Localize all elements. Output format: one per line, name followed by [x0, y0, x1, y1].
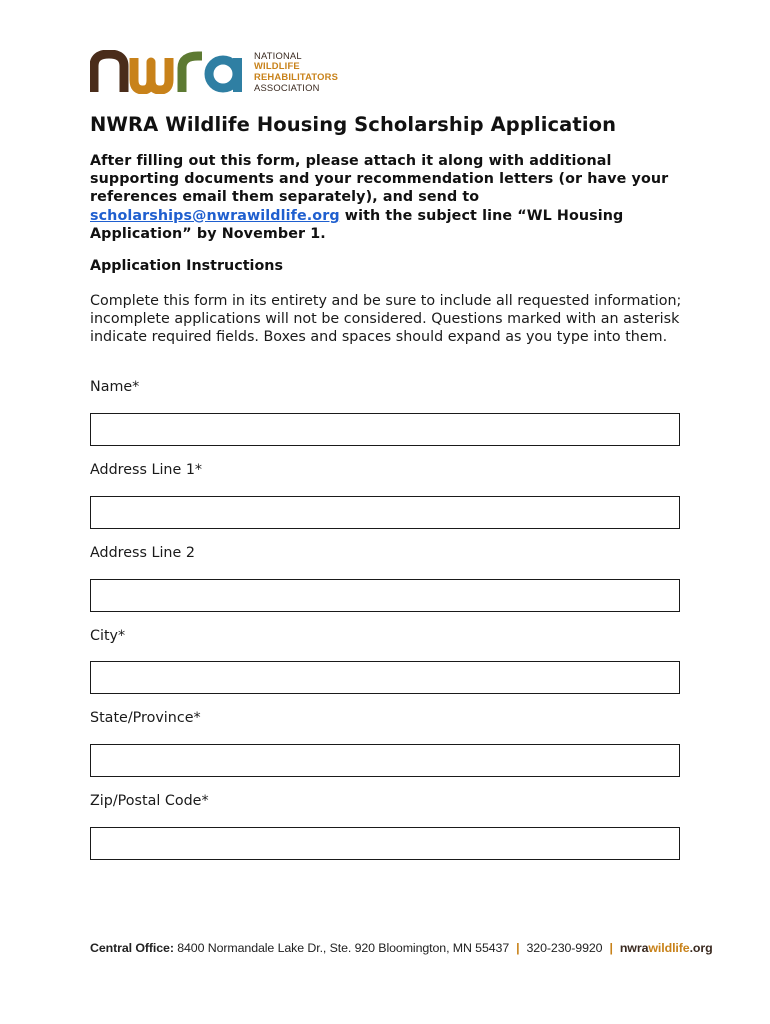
org-name-line-1: NATIONAL — [254, 49, 302, 61]
address-line-1-input[interactable] — [90, 496, 680, 529]
zip-postal-code-input[interactable] — [90, 827, 680, 860]
instructions-text: Complete this form in its entirety and be sure to include all requested information; incomplete applications will not be considered. Questions marked with an asterisk indicate required fields. Boxes and spaces should expand as you type into them. — [90, 293, 682, 346]
state-province-input[interactable] — [90, 744, 680, 777]
footer-phone: 320-230-9920 — [526, 941, 603, 955]
footer-office-label: Central Office: — [90, 941, 174, 955]
address-line-2-label: Address Line 2 — [90, 545, 195, 561]
org-name-line-4: ASSOCIATION — [254, 81, 320, 93]
footer-website-part-1: nwra — [619, 941, 649, 955]
footer-website-part-3: .org — [689, 941, 713, 955]
intro-paragraph — [90, 152, 690, 243]
intro-text-end: with the subject line “WL Housing Application” by November 1. — [90, 207, 624, 242]
intro-text-start: After filling out this form, please attach it along with additional supporting documents and your recommendation letters (or have your references email them separately), and send to — [90, 153, 669, 206]
city-label: City* — [90, 628, 126, 644]
name-label: Name* — [90, 379, 140, 395]
nwra-logo — [90, 50, 338, 94]
footer-address: 8400 Normandale Lake Dr., Ste. 920 Bloomington, MN 55437 — [177, 941, 510, 955]
name-input[interactable] — [90, 413, 680, 446]
scholarship-email-link[interactable]: scholarships@nwrawildlife.org — [90, 207, 340, 224]
address-line-2-input[interactable] — [90, 579, 680, 612]
footer — [90, 941, 713, 955]
address-line-1-label: Address Line 1* — [90, 462, 203, 478]
org-name — [254, 51, 338, 93]
zip-postal-code-label: Zip/Postal Code* — [90, 793, 209, 809]
city-input[interactable] — [90, 661, 680, 694]
state-province-label: State/Province* — [90, 710, 201, 726]
nwra-logomark-icon — [90, 50, 246, 94]
org-name-line-2: WILDLIFE — [254, 60, 300, 72]
logo-letters: nwra — [90, 50, 93, 51]
footer-separator-1: | — [516, 941, 520, 955]
org-name-line-3: REHABILITATORS — [254, 71, 339, 82]
instructions-heading: Application Instructions — [90, 258, 283, 274]
footer-separator-2: | — [609, 941, 613, 955]
footer-website-part-2: wildlife — [648, 941, 690, 955]
page-title: NWRA Wildlife Housing Scholarship Application — [90, 113, 617, 136]
footer-website[interactable] — [620, 941, 713, 955]
